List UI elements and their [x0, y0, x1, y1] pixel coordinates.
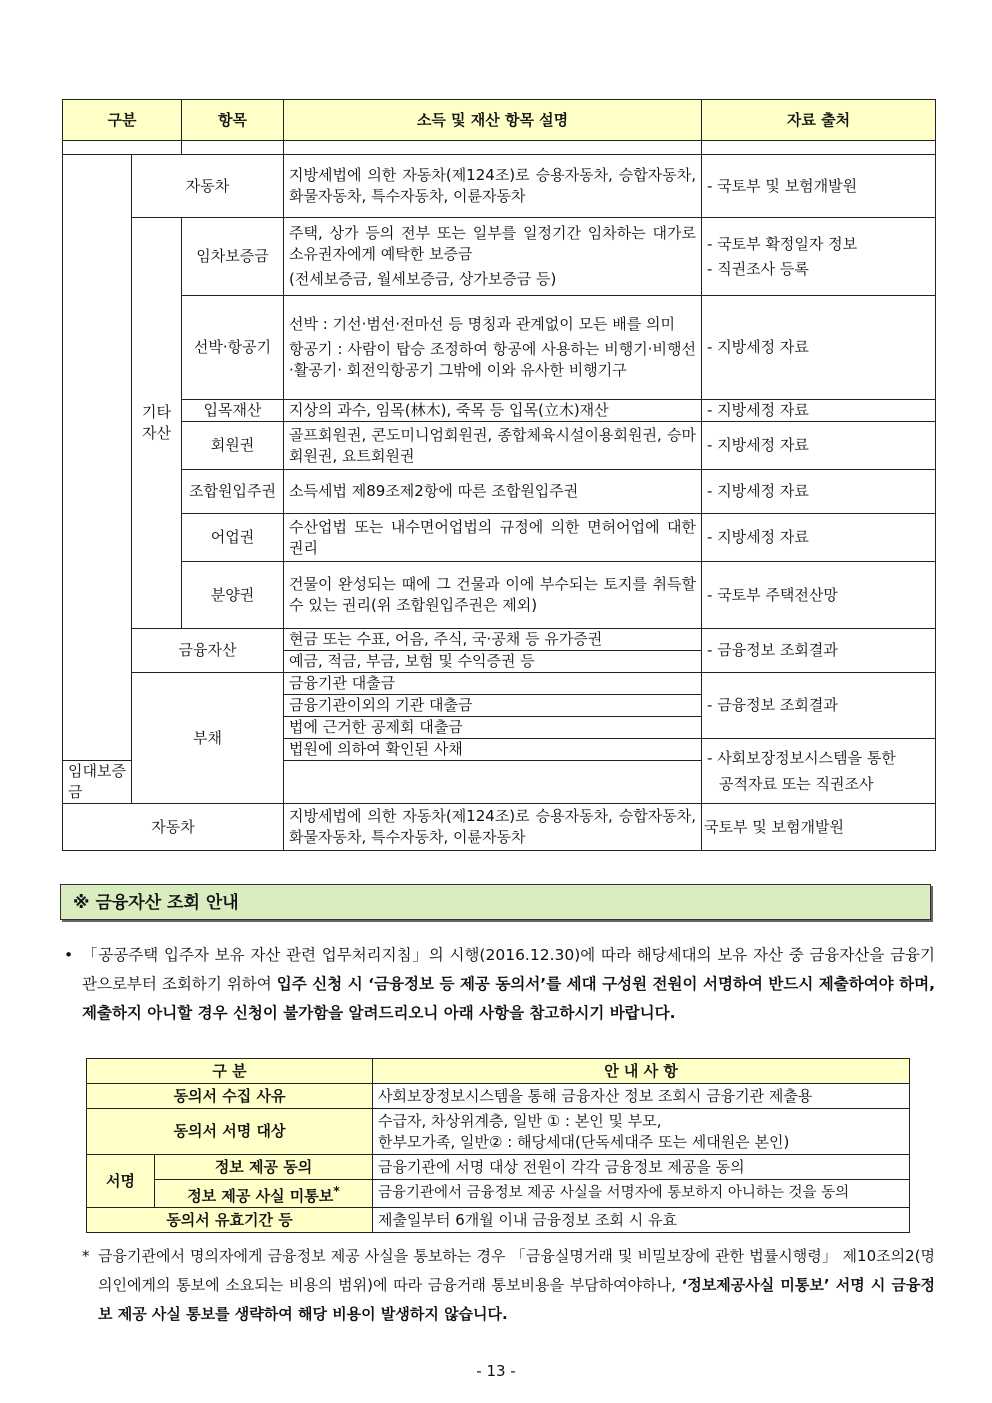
desc-debt-1: 금융기관 대출금 — [284, 673, 702, 695]
item-union-right: 조합원입주권 — [182, 470, 284, 514]
table-row — [63, 673, 936, 695]
guide-header-row — [87, 1059, 910, 1084]
bullet-icon: • — [64, 946, 74, 964]
desc-membership: 골프회원권, 콘도미니엄회원권, 종합체육시설이용회원권, 승마회원권, 요트회원권 — [284, 422, 702, 470]
desc-financial-2: 예금, 적금, 부금, 보험 및 수익증권 등 — [284, 651, 702, 673]
item-debt: 부채 — [132, 673, 284, 804]
footnote-bold-text: ‘정보제공사실 미통보’ 서명 시 금융정보 제공 사실 통보를 생략하여 해당 비용이 발생하지 않습니다. — [98, 1276, 935, 1323]
guide-header-category: 구 분 — [87, 1059, 373, 1084]
footnote — [82, 1242, 935, 1329]
item-membership: 회원권 — [182, 422, 284, 470]
header-item: 항목 — [182, 100, 284, 141]
desc-debt-3: 법에 근거한 공제회 대출금 — [284, 717, 702, 739]
table-row — [63, 514, 936, 562]
target-label: 동의서 서명 대상 — [87, 1109, 373, 1155]
item-car: 자동차 — [132, 155, 284, 218]
source-debt-financial: - 금융정보 조회결과 — [702, 673, 936, 739]
source-standing-timber: - 지방세정 자료 — [702, 400, 936, 422]
table-row — [87, 1180, 910, 1208]
table-row — [63, 804, 936, 851]
desc-union-right: 소득세법 제89조제2항에 따른 조합원입주권 — [284, 470, 702, 514]
source-car: - 국토부 및 보험개발원 — [702, 155, 936, 218]
nonotice-value: 금융기관에서 금융정보 제공 사실을 서명자에 통보하지 아니하는 것을 동의 — [373, 1180, 910, 1208]
table-row — [63, 155, 936, 218]
category-blank-cell — [63, 155, 132, 761]
consent-value: 금융기관에 서명 대상 전원이 각각 금융정보 제공을 동의 — [373, 1155, 910, 1180]
desc-presale-right: 건물이 완성되는 때에 그 건물과 이에 부수되는 토지를 취득할 수 있는 권리(위 조합원입주권은 제외) — [284, 562, 702, 629]
item-fishing-right: 어업권 — [182, 514, 284, 562]
source-ship-aircraft: - 지방세정 자료 — [702, 296, 936, 400]
source-membership: - 지방세정 자료 — [702, 422, 936, 470]
desc-debt-4: 법원에 의하여 확인된 사채 — [284, 739, 702, 761]
source-fishing-right: - 지방세정 자료 — [702, 514, 936, 562]
table-header-row — [63, 100, 936, 141]
sign-label: 서명 — [87, 1155, 155, 1208]
intro-paragraph — [64, 941, 935, 1028]
footnote-star: * — [82, 1247, 90, 1265]
desc-debt-5: 임대보증금 — [63, 761, 132, 804]
guide-header-info: 안 내 사 항 — [373, 1059, 910, 1084]
source-deposit: - 국토부 확정일자 정보 - 직권조사 등록 — [702, 218, 936, 296]
source-financial: - 금융정보 조회결과 — [702, 629, 936, 673]
desc-car: 지방세법에 의한 자동차(제124조)로 승용자동차, 승합자동차, 화물자동차, 특수자동차, 이륜자동차 — [284, 155, 702, 218]
reason-label: 동의서 수집 사유 — [87, 1084, 373, 1109]
item-deposit: 임차보증금 — [182, 218, 284, 296]
target-value: 수급자, 차상위계층, 일반 ① : 본인 및 부모, 한부모가족, 일반② : 해당세대(단독세대주 또는 세대원은 본인) — [373, 1109, 910, 1155]
header-category: 구분 — [63, 100, 182, 141]
desc-financial-1: 현금 또는 수표, 어음, 주식, 국·공채 등 유가증권 — [284, 629, 702, 651]
spacer-row — [63, 141, 936, 155]
consent-label: 정보 제공 동의 — [155, 1155, 373, 1180]
table-row — [87, 1109, 910, 1155]
table-row — [63, 562, 936, 629]
header-description: 소득 및 재산 항목 설명 — [284, 100, 702, 141]
table-row — [63, 470, 936, 514]
item-presale-right: 분양권 — [182, 562, 284, 629]
source-debt-public: - 사회보장정보시스템을 통한 공적자료 또는 직권조사 — [702, 739, 936, 804]
table-row — [63, 296, 936, 400]
intro-bold-text: 입주 신청 시 ‘금융정보 등 제공 동의서’를 세대 구성원 전원이 서명하여 반드시 제출하여야 하며, 제출하지 아니할 경우 신청이 불가함을 알려드리오니 아래 사항을 참고하시기 바랍니다. — [82, 975, 935, 1022]
desc-car-bottom: 지방세법에 의한 자동차(제124조)로 승용자동차, 승합자동차, 화물자동차, 특수자동차, 이륜자동차 — [284, 804, 702, 851]
other-assets-label: 기타 자산 — [132, 218, 182, 629]
desc-debt-2: 금융기관이외의 기관 대출금 — [284, 695, 702, 717]
header-source: 자료 출처 — [702, 100, 936, 141]
table-row — [87, 1208, 910, 1233]
table-row — [63, 422, 936, 470]
consent-guide-table — [86, 1058, 910, 1233]
nonotice-label: 정보 제공 사실 미통보* — [155, 1180, 373, 1208]
item-standing-timber: 입목재산 — [182, 400, 284, 422]
validity-label: 동의서 유효기간 등 — [87, 1208, 373, 1233]
desc-ship-aircraft: 선박 : 기선·범선·전마선 등 명칭과 관계없이 모든 배를 의미 항공기 : 사람이 탑승 조정하여 항공에 사용하는 비행기·비행선·활공기· 회전익항공기 그밖에 이와 유사한 비행기구 — [284, 296, 702, 400]
desc-standing-timber: 지상의 과수, 임목(林木), 죽목 등 입목(立木)재산 — [284, 400, 702, 422]
validity-value: 제출일부터 6개월 이내 금융정보 조회 시 유효 — [373, 1208, 910, 1233]
intro-text: 「공공주택 입주자 보유 자산 관련 업무처리지침」의 시행(2016.12.30)에 따라 해당세대의 보유 자산 중 금융자산을 금융기관으로부터 조회하기 위하여 — [82, 946, 935, 993]
source-union-right: - 지방세정 자료 — [702, 470, 936, 514]
financial-asset-notice-banner: ※ 금융자산 조회 안내 — [60, 884, 931, 920]
page-number: - 13 - — [476, 1362, 516, 1380]
asset-items-table — [62, 99, 936, 851]
table-row — [63, 218, 936, 296]
source-presale-right: - 국토부 주택전산망 — [702, 562, 936, 629]
reason-value: 사회보장정보시스템을 통해 금융자산 정보 조회시 금융기관 제출용 — [373, 1084, 910, 1109]
desc-deposit: 주택, 상가 등의 전부 또는 일부를 일정기간 임차하는 대가로 소유권자에게 예탁한 보증금 (전세보증금, 월세보증금, 상가보증금 등) — [284, 218, 702, 296]
item-ship-aircraft: 선박·항공기 — [182, 296, 284, 400]
table-row — [63, 629, 936, 651]
item-car-bottom: 자동차 — [63, 804, 284, 851]
table-row — [63, 400, 936, 422]
table-row — [87, 1155, 910, 1180]
item-financial: 금융자산 — [132, 629, 284, 673]
table-row — [87, 1084, 910, 1109]
source-car-bottom: 국토부 및 보험개발원 — [702, 804, 936, 851]
desc-fishing-right: 수산업법 또는 내수면어업법의 규정에 의한 면허어업에 대한 권리 — [284, 514, 702, 562]
footnote-text: 금융기관에서 명의자에게 금융정보 제공 사실을 통보하는 경우 「금융실명거래 및 비밀보장에 관한 법률시행령」 제10조의2(명의인에게의 통보에 소요되는 비용의 범위)에 따라 금융거래 통보비용을 부담하여야하나, — [98, 1247, 935, 1294]
